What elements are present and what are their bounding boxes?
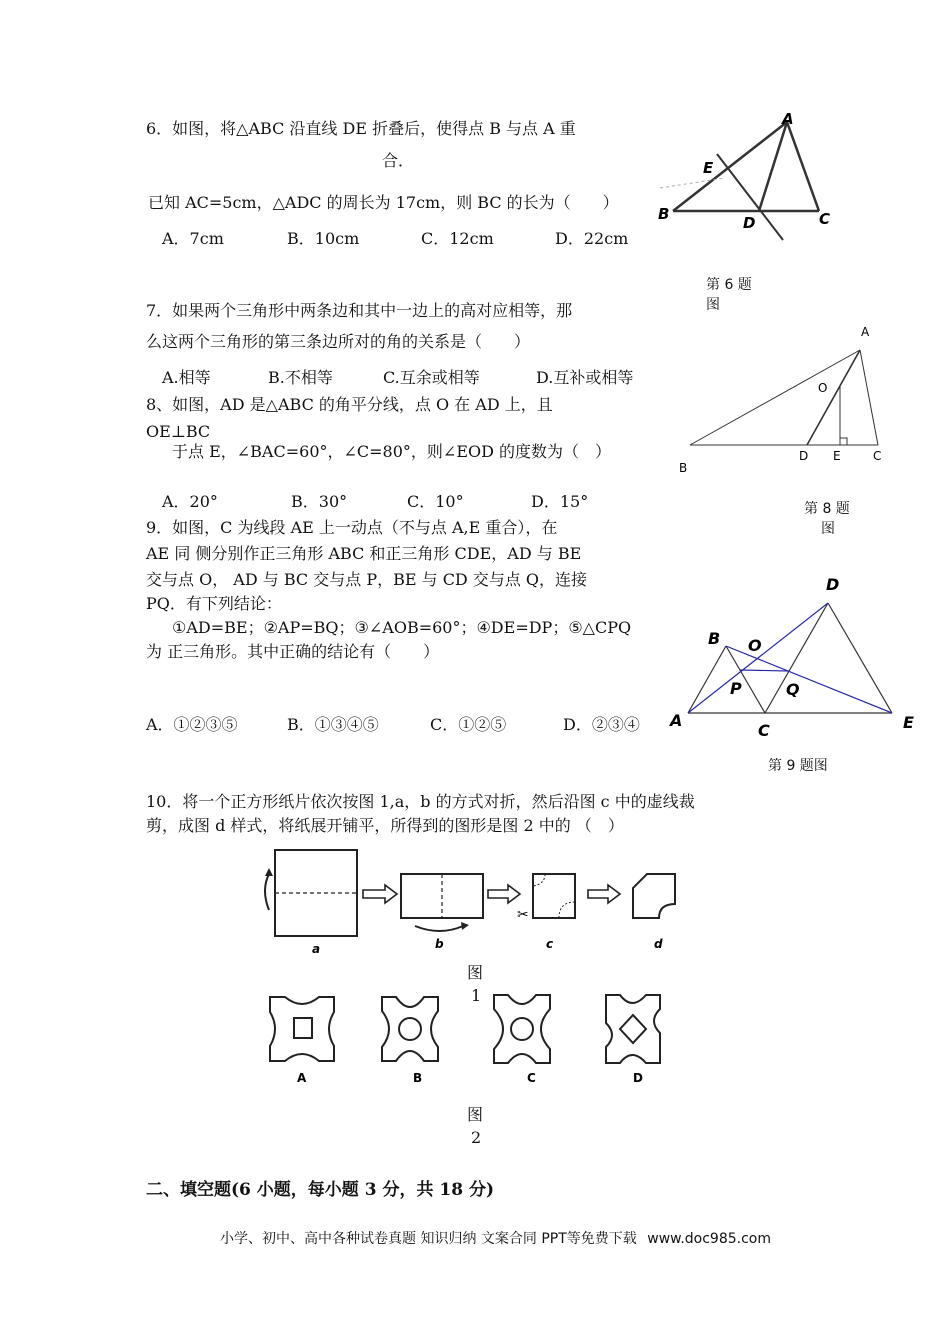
q9-label-b: B xyxy=(708,629,721,648)
q10-fig2-caption-line2: 2 xyxy=(471,1128,482,1147)
q8-caption-line1: 第 8 题 xyxy=(804,501,850,517)
q9-option-c: C．①②⑤ xyxy=(430,715,507,734)
section-heading: 二、填空题(6 小题，每小题 3 分，共 18 分) xyxy=(146,1180,494,1200)
q10-line2: 剪，成图 d 样式，将纸展开铺平，所得到的图形是图 2 中的 （ ） xyxy=(146,816,624,835)
fig1-label-b: b xyxy=(435,937,444,951)
q9-line6: 为 正三角形。其中正确的结论有（ ） xyxy=(146,642,440,661)
q9-label-q: Q xyxy=(786,680,800,699)
q9-caption: 第 9 题图 xyxy=(768,758,828,774)
q8-option-b: B．30° xyxy=(291,492,348,511)
q8-option-d: D．15° xyxy=(531,492,589,511)
q8-label-e: E xyxy=(833,449,841,463)
q9-label-p: P xyxy=(730,679,742,698)
q8-line1: 8、如图，AD 是△ABC 的角平分线，点 O 在 AD 上，且 xyxy=(146,395,553,414)
q9-equilateral-figure xyxy=(668,570,928,745)
fig1-label-a: a xyxy=(312,942,321,956)
q9-label-a: A xyxy=(670,711,683,730)
q8-label-o: O xyxy=(818,381,828,395)
q6-option-d: D．22cm xyxy=(555,229,629,248)
q6-label-a: A xyxy=(782,110,794,128)
q10-figure2 xyxy=(260,985,680,1090)
q6-label-e: E xyxy=(703,159,714,177)
q8-label-b: B xyxy=(679,461,688,475)
q7-option-c: C.互余或相等 xyxy=(383,368,480,387)
q6-label-b: B xyxy=(658,205,670,223)
q9-label-c: C xyxy=(758,721,770,740)
q8-label-a: A xyxy=(861,325,870,339)
q9-line3: 交与点 O， AD 与 BC 交与点 P，BE 与 CD 交与点 Q，连接 xyxy=(146,570,588,589)
footer-site[interactable]: www.doc985.com xyxy=(647,1231,771,1247)
fig2-label-d: D xyxy=(633,1071,643,1085)
fig2-label-a: A xyxy=(297,1071,307,1085)
q9-line5: ①AD=BE；②AP=BQ；③∠AOB=60°；④DE=DP；⑤△CPQ xyxy=(172,618,632,637)
q9-option-d: D．②③④ xyxy=(563,715,640,734)
footer xyxy=(220,1228,777,1248)
q8-line3: 于点 E，∠BAC=60°，∠C=80°，则∠EOD 的度数为（ ） xyxy=(172,442,612,461)
q8-line2: OE⊥BC xyxy=(146,422,211,441)
q6-label-d: D xyxy=(743,214,756,232)
q10-line1: 10．将一个正方形纸片依次按图 1,a，b 的方式对折，然后沿图 c 中的虚线裁 xyxy=(146,792,695,811)
q10-fig1-caption-line1: 图 xyxy=(467,963,484,982)
q9-option-a: A．①②③⑤ xyxy=(146,715,238,734)
fig1-label-c: c xyxy=(546,937,554,951)
q6-line1: 6．如图，将△ABC 沿直线 DE 折叠后，使得点 B 与点 A 重 xyxy=(146,119,576,138)
q9-line2: AE 同 侧分别作正三角形 ABC 和正三角形 CDE，AD 与 BE xyxy=(146,544,582,563)
q6-option-c: C．12cm xyxy=(421,229,494,248)
q7-option-d: D.互补或相等 xyxy=(536,368,634,387)
q7-option-b: B.不相等 xyxy=(268,368,333,387)
q8-label-c: C xyxy=(873,449,882,463)
q9-line1: 9．如图，C 为线段 AE 上一动点（不与点 A,E 重合），在 xyxy=(146,518,558,537)
q10-fig1-caption-line2: 1 xyxy=(471,986,482,1005)
q6-triangle-figure xyxy=(655,110,855,250)
q6-option-a: A．7cm xyxy=(162,229,224,248)
q8-triangle-figure xyxy=(675,320,895,480)
q10-fig2-caption-line1: 图 xyxy=(467,1105,484,1124)
q7-line1: 7．如果两个三角形中两条边和其中一边上的高对应相等，那 xyxy=(146,301,573,320)
q8-option-c: C．10° xyxy=(407,492,464,511)
q6-caption-line1: 第 6 题 xyxy=(706,277,752,293)
footer-text: 小学、初中、高中各种试卷真题 知识归纳 文案合同 PPT等免费下载 xyxy=(220,1231,637,1247)
q6-option-b: B．10cm xyxy=(287,229,360,248)
q9-label-e: E xyxy=(903,713,914,732)
fig2-label-c: C xyxy=(527,1071,536,1085)
q6-label-c: C xyxy=(819,210,831,228)
fig2-label-b: B xyxy=(413,1071,423,1085)
fig1-label-d: d xyxy=(654,937,663,951)
q8-option-a: A．20° xyxy=(162,492,218,511)
q9-label-d: D xyxy=(826,575,840,594)
q8-caption-line2: 图 xyxy=(821,521,835,537)
q8-label-d: D xyxy=(799,449,809,463)
q6-line3: 已知 AC=5cm，△ADC 的周长为 17cm，则 BC 的长为（ ） xyxy=(148,193,619,212)
q7-line2: 么这两个三角形的第三条边所对的角的关系是（ ） xyxy=(146,332,531,351)
q10-figure1 xyxy=(255,840,695,960)
q6-line2: 合． xyxy=(382,151,415,170)
q9-option-b: B．①③④⑤ xyxy=(287,715,379,734)
q7-option-a: A.相等 xyxy=(162,368,211,387)
scissors-icon: ✂ xyxy=(517,907,529,923)
q9-label-o: O xyxy=(748,636,762,655)
q6-caption-line2: 图 xyxy=(706,297,720,313)
q9-line4: PQ．有下列结论： xyxy=(146,594,282,613)
